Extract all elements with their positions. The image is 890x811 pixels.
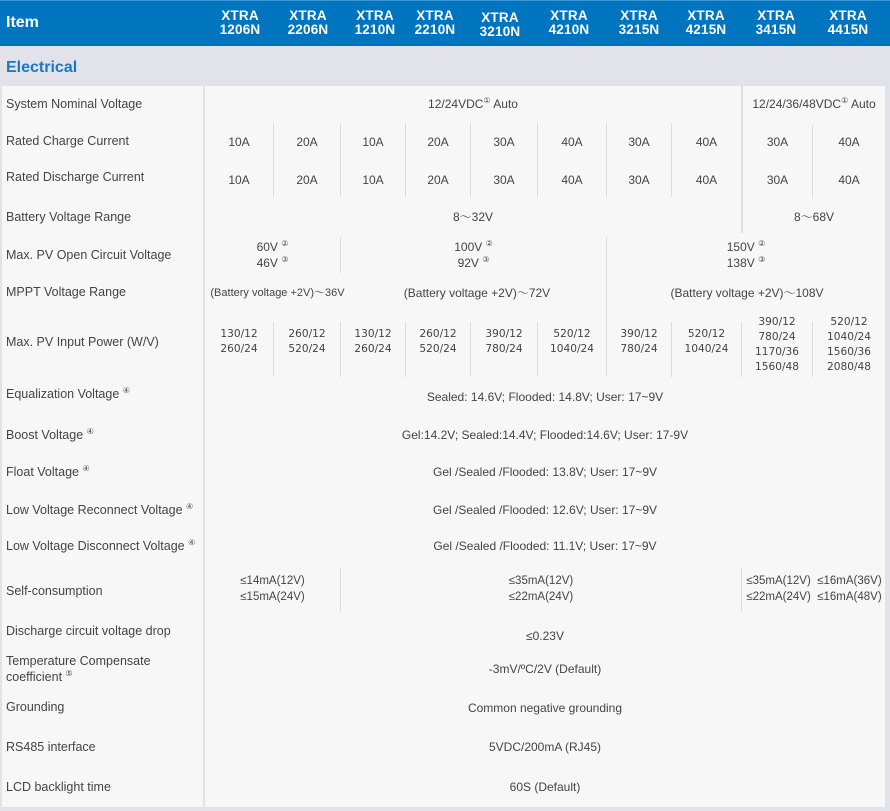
table-bottom-border <box>0 807 890 811</box>
row-label-rated-discharge-current: Rated Discharge Current <box>6 170 145 184</box>
row-label-boost-voltage: Boost Voltage ④ <box>6 426 94 442</box>
table-body <box>2 86 885 807</box>
charge-current-2210n: 20A <box>427 135 449 149</box>
value-low-voltage-disconnect: Gel /Sealed /Flooded: 11.1V; User: 17~9V <box>433 539 657 553</box>
value-low-voltage-reconnect: Gel /Sealed /Flooded: 12.6V; User: 17~9V <box>432 503 658 517</box>
self-consumption-group-c: ≤35mA(12V) ≤16mA(36V) ≤22mA(24V) ≤16mA(48V) <box>746 575 882 603</box>
charge-current-3210n: 30A <box>493 135 515 149</box>
model-header-2210n: XTRA 2210N <box>414 8 456 37</box>
value-rs485: 5VDC/200mA (RJ45) <box>488 740 602 754</box>
row-label-float-voltage: Float Voltage ④ <box>6 463 90 479</box>
row-label-mppt-voltage-range: MPPT Voltage Range <box>6 285 126 299</box>
charge-current-1210n: 10A <box>362 135 384 149</box>
row-label-max-pv-input-power: Max. PV Input Power (W/V) <box>6 335 159 349</box>
charge-current-4210n: 40A <box>561 135 583 149</box>
row-label-low-voltage-disconnect: Low Voltage Disconnect Voltage ④ <box>6 537 196 553</box>
column-divider <box>741 568 742 612</box>
section-title: Electrical <box>6 59 78 76</box>
pv-power-3215n: 390/12 780/24 <box>620 328 658 355</box>
value-float-voltage: Gel /Sealed /Flooded: 13.8V; User: 17~9V <box>432 465 658 479</box>
discharge-current-3210n: 30A <box>493 173 515 187</box>
discharge-current-1206n: 10A <box>228 173 250 187</box>
mppt-range-group-c: (Battery voltage +2V)～108V <box>670 286 824 300</box>
pv-power-4215n: 520/12 1040/24 <box>684 328 729 355</box>
model-header-4215n: XTRA 4215N <box>685 8 727 37</box>
row-label-lcd-backlight: LCD backlight time <box>6 780 111 794</box>
section-electrical <box>0 47 890 85</box>
model-header-2206n: XTRA 2206N <box>287 8 329 37</box>
pv-power-4210n: 520/12 1040/24 <box>549 328 594 355</box>
row-label-battery-voltage-range: Battery Voltage Range <box>6 210 132 224</box>
discharge-current-4210n: 40A <box>561 173 583 187</box>
pv-open-circuit-group-a: 60V ② 46V ③ <box>256 239 289 270</box>
row-label-rated-charge-current: Rated Charge Current <box>6 134 129 148</box>
row-label-self-consumption: Self-consumption <box>6 584 103 598</box>
discharge-current-1210n: 10A <box>362 173 384 187</box>
row-label-system-nominal-voltage: System Nominal Voltage <box>6 97 143 111</box>
model-header-1206n: XTRA 1206N <box>219 8 261 37</box>
value-boost-voltage: Gel:14.2V; Sealed:14.4V; Flooded:14.6V; User: 17-9V <box>401 428 689 442</box>
row-label-discharge-voltage-drop: Discharge circuit voltage drop <box>6 624 171 638</box>
discharge-current-3415n: 30A <box>766 173 789 187</box>
pv-power-1210n: 130/12 260/24 <box>354 328 392 355</box>
item-column-header: Item <box>6 14 39 31</box>
value-lcd-backlight: 60S (Default) <box>509 780 581 794</box>
row-label-rs485: RS485 interface <box>6 740 96 754</box>
self-consumption-group-a: ≤14mA(12V) ≤15mA(24V) <box>240 575 305 603</box>
model-header-3215n: XTRA 3215N <box>618 8 660 37</box>
charge-current-4215n: 40A <box>695 135 718 149</box>
mppt-range-group-a: (Battery voltage +2V)～36V <box>210 287 345 299</box>
discharge-current-2206n: 20A <box>296 173 318 187</box>
pv-power-1206n: 130/12 260/24 <box>220 328 258 355</box>
row-label-grounding: Grounding <box>6 700 65 714</box>
value-discharge-voltage-drop: ≤0.23V <box>526 629 564 643</box>
mppt-range-group-b: (Battery voltage +2V)～72V <box>403 286 551 300</box>
pv-power-3210n: 390/12 780/24 <box>485 328 523 355</box>
model-header-4210n: XTRA 4210N <box>548 8 590 37</box>
discharge-current-2210n: 20A <box>427 173 449 187</box>
charge-current-3415n: 30A <box>766 135 789 149</box>
model-header-3210n: XTRA 3210N <box>479 10 521 39</box>
discharge-current-3215n: 30A <box>628 173 650 187</box>
row-label-equalization-voltage: Equalization Voltage ④ <box>6 385 130 401</box>
table-header <box>0 0 890 46</box>
discharge-current-4415n: 40A <box>838 173 860 187</box>
discharge-current-4215n: 40A <box>695 173 718 187</box>
pv-open-circuit-group-c: 150V ② 138V ③ <box>726 239 766 270</box>
charge-current-3215n: 30A <box>628 135 650 149</box>
row-label-max-pv-open-circuit-voltage: Max. PV Open Circuit Voltage <box>6 248 172 262</box>
row-label-temperature-compensate: Temperature Compensate coefficient ⑤ <box>6 654 151 684</box>
pv-open-circuit-group-b: 100V ② 92V ③ <box>454 239 493 270</box>
value-grounding: Common negative grounding <box>467 701 623 715</box>
value-system-voltage-group-b: 12/24/36/48VDC① Auto <box>752 96 876 111</box>
battery-range-group-b: 8～68V <box>793 210 835 224</box>
charge-current-2206n: 20A <box>296 135 318 149</box>
pv-power-3415n: 390/12 780/24 1170/36 1560/48 <box>754 316 799 373</box>
model-header-3415n: XTRA 3415N <box>755 8 797 37</box>
charge-current-1206n: 10A <box>228 135 250 149</box>
value-system-voltage-group-a: 12/24VDC① Auto <box>428 96 518 111</box>
value-equalization-voltage: Sealed: 14.6V; Flooded: 14.8V; User: 17~9V <box>426 390 664 404</box>
pv-power-2206n: 260/12 520/24 <box>288 328 326 355</box>
model-header-1210n: XTRA 1210N <box>354 8 396 37</box>
value-temperature-compensate: -3mV/ºC/2V (Default) <box>488 662 602 676</box>
self-consumption-group-b: ≤35mA(12V) ≤22mA(24V) <box>508 575 574 603</box>
pv-power-4415n: 520/12 1040/24 1560/36 2080/48 <box>826 316 871 373</box>
row-label-low-voltage-reconnect: Low Voltage Reconnect Voltage ④ <box>6 501 194 517</box>
battery-range-group-a: 8～32V <box>452 210 494 224</box>
pv-power-2210n: 260/12 520/24 <box>419 328 457 355</box>
charge-current-4415n: 40A <box>838 135 860 149</box>
model-header-4415n: XTRA 4415N <box>827 8 869 37</box>
